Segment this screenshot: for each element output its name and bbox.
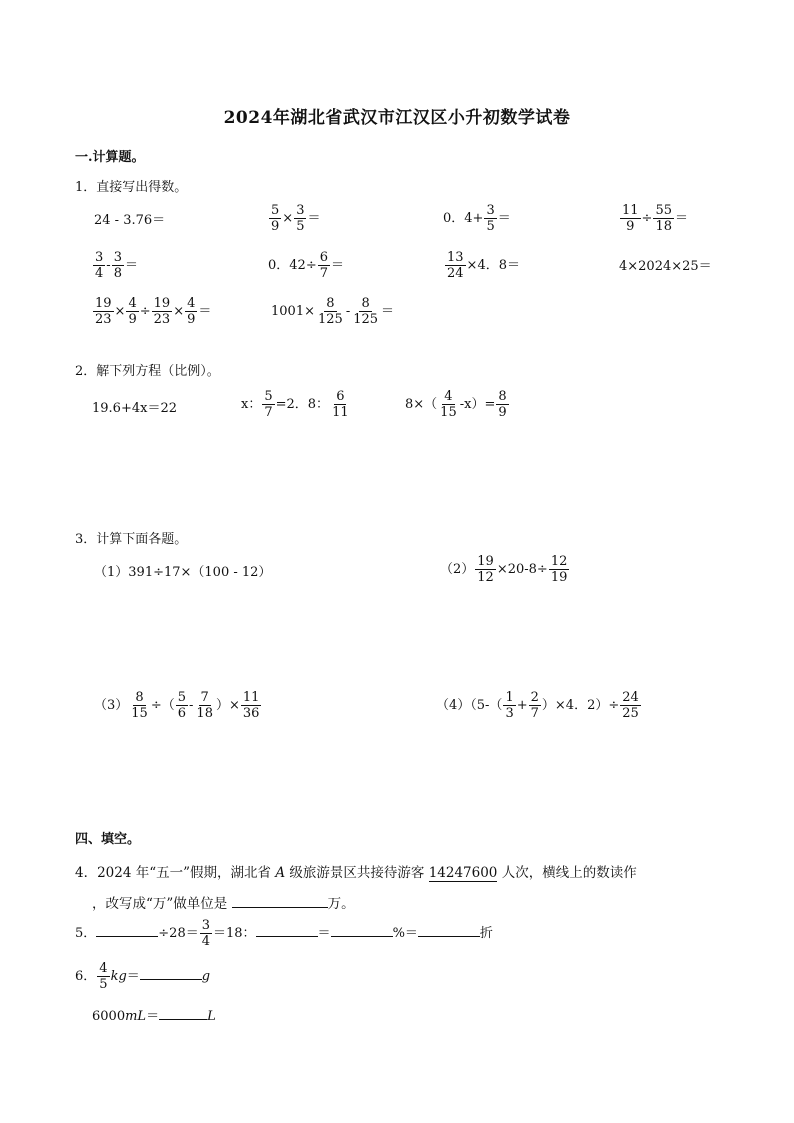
denominator: 8 (113, 266, 122, 281)
text: ÷28＝ (158, 926, 199, 941)
numerator: 8 (135, 690, 144, 705)
denominator: 9 (128, 312, 137, 327)
q1-item-e (92, 250, 138, 281)
denominator: 7 (264, 405, 273, 420)
text: ）× (215, 698, 240, 713)
q1-item-i (92, 296, 211, 327)
text: ＝ (124, 258, 138, 273)
answer-blank[interactable] (140, 967, 202, 980)
fraction (351, 296, 380, 327)
q3-problem-2 (440, 554, 570, 585)
denominator: 5 (486, 219, 495, 234)
text: ＝ (146, 1009, 160, 1024)
numerator: 5 (264, 389, 273, 404)
numerator: 11 (242, 690, 260, 705)
fraction (503, 690, 515, 721)
fraction (262, 389, 274, 420)
text: ＝ (317, 926, 331, 941)
text: 1001× (271, 304, 315, 319)
text: ×4．8＝ (466, 258, 520, 273)
text: 万。 (327, 896, 355, 912)
denominator: 23 (153, 312, 171, 327)
denominator: 6 (177, 706, 187, 721)
denominator: 15 (131, 706, 148, 721)
denominator: 11 (332, 405, 349, 420)
numerator: 7 (200, 690, 209, 705)
text: （2） (440, 562, 475, 577)
fraction (176, 690, 188, 721)
question-4-line-1 (75, 861, 637, 882)
question-5 (75, 918, 493, 949)
text: 6． (75, 969, 97, 984)
text: ＝ (198, 304, 212, 319)
denominator: 7 (319, 266, 328, 281)
numerator: 19 (477, 554, 494, 569)
text: -x）= (459, 397, 496, 412)
fraction (549, 554, 570, 585)
text: 5． (75, 926, 97, 941)
fraction (475, 554, 496, 585)
text: × (282, 211, 294, 226)
numerator: 11 (622, 203, 639, 218)
numerator: 4 (444, 389, 453, 404)
numerator: 13 (447, 250, 464, 265)
fraction (269, 203, 281, 234)
q3-problem-3 (94, 690, 262, 721)
denominator: 12 (477, 570, 494, 585)
denominator: 125 (353, 312, 379, 327)
fraction (330, 389, 351, 420)
text: - (345, 304, 351, 319)
text: ÷ (641, 211, 653, 226)
text: × (173, 304, 185, 319)
text: 0．42÷ (268, 258, 317, 273)
page-title: 2024年湖北省武汉市江汉区小升初数学试卷 (223, 108, 571, 128)
numerator: 6 (319, 250, 328, 265)
q1-item-a: 24 - 3.76＝ (94, 213, 166, 228)
answer-blank[interactable] (96, 924, 158, 937)
denominator: 3 (505, 706, 514, 721)
denominator: 9 (187, 312, 196, 327)
fraction (112, 250, 124, 281)
text: %＝ (392, 926, 418, 941)
text: mL (125, 1009, 147, 1024)
fraction (93, 250, 105, 281)
text: 人次，横线上的数读作 (497, 865, 637, 881)
text: =2．8： (275, 397, 330, 412)
text: ×20-8÷ (496, 562, 548, 577)
text: ＝18： (213, 926, 256, 941)
question-6-line-1 (75, 961, 210, 992)
numerator: 3 (486, 203, 495, 218)
fraction (318, 250, 330, 281)
denominator: 9 (626, 219, 635, 234)
numerator: 3 (296, 203, 305, 218)
fraction (97, 961, 109, 992)
fraction (129, 690, 150, 721)
text: + (516, 698, 528, 713)
text: ＝ (126, 969, 140, 984)
q3-problem-1: （1）391÷17×（100 - 12） (94, 565, 272, 580)
denominator: 7 (530, 706, 539, 721)
numerator: 1 (505, 690, 514, 705)
denominator: 36 (242, 706, 260, 721)
denominator: 18 (196, 706, 213, 721)
denominator: 23 (95, 312, 112, 327)
text: ，改写成“万”做单位是 (92, 896, 232, 912)
text: x： (241, 397, 262, 412)
answer-blank[interactable] (159, 1007, 207, 1020)
section-heading-fill-blank: 四、填空。 (75, 832, 141, 847)
section-heading-calculation: 一.计算题。 (75, 150, 145, 165)
numerator: 8 (361, 296, 370, 311)
numerator: 19 (153, 296, 171, 311)
q2-equation-b (241, 389, 352, 420)
fraction (620, 203, 641, 234)
text: ＝ (381, 304, 395, 319)
text: ＝ (307, 211, 321, 226)
numerator: 24 (622, 690, 639, 705)
denominator: 15 (440, 405, 457, 420)
question-6-line-2 (92, 1005, 216, 1024)
answer-blank[interactable] (232, 895, 328, 908)
denominator: 9 (271, 219, 280, 234)
question-1-label: 1．直接写出得数。 (75, 180, 188, 195)
question-4-line-2 (92, 892, 355, 912)
text: 4．2024 年“五一”假期，湖北省 (75, 865, 276, 881)
q1-item-c (443, 203, 511, 234)
text: 8×（ (405, 397, 438, 412)
fraction (445, 250, 466, 281)
fraction (185, 296, 197, 327)
text: ÷ (139, 304, 151, 319)
text: ＝ (675, 211, 689, 226)
q1-item-f (268, 250, 344, 281)
fraction (93, 296, 114, 327)
q1-item-j (271, 296, 394, 327)
text: - (106, 258, 111, 273)
denominator: 5 (99, 977, 108, 992)
text: 0．4+ (443, 211, 484, 226)
denominator: 18 (655, 219, 672, 234)
q2-equation-a: 19.6+4x＝22 (92, 401, 177, 416)
text: × (114, 304, 126, 319)
numerator: 12 (550, 554, 568, 569)
numerator: 55 (655, 203, 672, 218)
denominator: 25 (622, 706, 639, 721)
numerator: 5 (177, 690, 187, 705)
text: ＝ (497, 211, 511, 226)
numerator: 4 (99, 961, 108, 976)
text: 6000 (92, 1009, 126, 1024)
numerator: 5 (271, 203, 280, 218)
text: g (201, 969, 211, 984)
q1-item-b (268, 203, 320, 234)
numerator: 3 (201, 918, 210, 933)
fraction (484, 203, 496, 234)
q1-item-d (619, 203, 688, 234)
fraction (126, 296, 138, 327)
denominator: 9 (498, 405, 507, 420)
q3-problem-4 (436, 690, 642, 721)
fraction (620, 690, 641, 721)
text: ＝ (331, 258, 345, 273)
answer-blank[interactable] (418, 924, 480, 937)
denominator: 5 (296, 219, 305, 234)
text: 折 (479, 926, 493, 941)
q2-equation-c (405, 389, 510, 420)
question-3-label: 3．计算下面各题。 (75, 532, 188, 547)
answer-blank[interactable] (331, 924, 393, 937)
q1-item-g (444, 250, 520, 281)
denominator: 4 (95, 266, 104, 281)
numerator: 4 (187, 296, 196, 311)
text: （4）（5-（ (436, 698, 503, 713)
text: A (275, 865, 286, 881)
numerator: 6 (336, 389, 345, 404)
denominator: 19 (550, 570, 568, 585)
numerator: 4 (128, 296, 137, 311)
denominator: 4 (201, 934, 210, 949)
fraction (241, 690, 262, 721)
text: L (207, 1009, 216, 1024)
denominator: 125 (317, 312, 343, 327)
numerator: 2 (530, 690, 539, 705)
text: 级旅游景区共接待游客 (285, 865, 429, 881)
numerator: 3 (95, 250, 104, 265)
numerator: 3 (113, 250, 122, 265)
numerator: 19 (95, 296, 112, 311)
fraction (529, 690, 541, 721)
fraction (294, 203, 306, 234)
fraction (316, 296, 345, 327)
fraction (653, 203, 674, 234)
text: ）×4．2）÷ (541, 698, 620, 713)
numerator: 8 (326, 296, 335, 311)
fraction (152, 296, 173, 327)
fraction (496, 389, 508, 420)
q1-item-h: 4×2024×25＝ (619, 259, 712, 274)
text: kg (110, 969, 127, 984)
text: - (189, 698, 194, 713)
fraction (200, 918, 212, 949)
text: ÷（ (150, 698, 175, 713)
text: （3） (94, 698, 129, 713)
underlined-number: 14247600 (428, 865, 498, 881)
numerator: 8 (498, 389, 507, 404)
fraction (438, 389, 459, 420)
question-2-label: 2．解下列方程（比例）。 (75, 364, 220, 379)
denominator: 24 (447, 266, 464, 281)
fraction (194, 690, 215, 721)
answer-blank[interactable] (256, 924, 318, 937)
